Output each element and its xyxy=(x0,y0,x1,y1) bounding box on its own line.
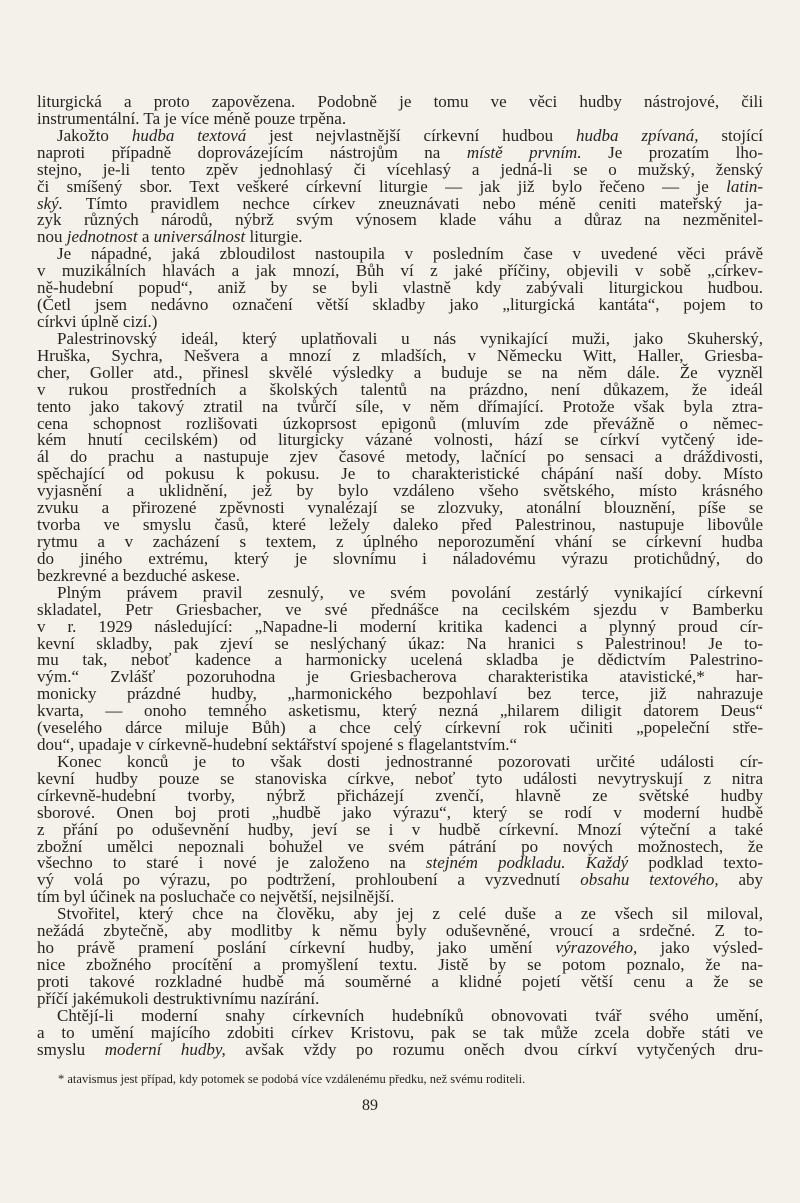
text-segment: liturgie. xyxy=(245,227,303,247)
text-segment: zvuku a přirozené zpěvnosti vynalézají se zlozvuky, atonální blouznění, píše se xyxy=(37,498,763,518)
text-segment: zbožní umělci nepoznali bohužel ve svém pátrání po nových možnostech, že xyxy=(37,836,763,856)
text-segment: tím byl účinek na posluchače co největší, nejsilnější. xyxy=(37,887,395,907)
text-segment: nežádá zbytečně, aby modlitby k němu byly oduševněné, vroucí a srdečné. Z to- xyxy=(37,921,763,941)
paragraph xyxy=(37,751,764,907)
text-segment: Palestrinovský ideál, který uplatňovali u nás vynikající muži, jako Skuherský, xyxy=(57,328,763,348)
text-segment: či smíšený sbor. Text veškeré církevní liturgie — jak již bylo řečeno — je xyxy=(37,176,727,196)
text-segment: instrumentální. Ta je více méně pouze trpěna. xyxy=(37,108,347,128)
paragraph xyxy=(37,246,763,331)
text-segment: (veselého dárce miluje Bůh) a chce celý církevní rok učiniti „popeleční stře- xyxy=(37,718,763,738)
text-segment: smyslu xyxy=(37,1039,105,1059)
text-segment: spěchající od pokusu k pokusu. Je to charakteristické chápání naší doby. Místo xyxy=(37,464,763,484)
text-segment: nou xyxy=(37,227,67,247)
italic-emphasis: místě prvním. xyxy=(466,142,582,162)
text-segment: aby xyxy=(718,870,763,890)
text-segment: mu tak, neboť kadence a harmonicky ucelená skladba je dědictvím Palestrino- xyxy=(37,650,763,670)
text-line xyxy=(37,1039,763,1059)
text-segment: stejno, je-li tento zpěv jednohlasý či vícehlasý a jedná-li se o mužský, ženský xyxy=(37,159,763,179)
text-segment: v rukou prostředních a školských talentů na prázdno, není důkazem, že ideál xyxy=(37,379,763,399)
text-segment: kém hnutí cecilském) od liturgicky vázané volnosti, hází se církví vytčený ide- xyxy=(37,430,763,450)
text-segment: skladatel, Petr Griesbacher, ve své přednášce na cecilském sjezdu v Bamberku xyxy=(37,599,763,619)
paragraph xyxy=(37,582,763,755)
text-segment: nice zbožného procítění a promyšlení textu. Jistě by se potom poznalo, že na- xyxy=(37,955,763,975)
text-segment: v r. 1929 následující: „Napadne-li moderní kritika kadenci a plynný proud cír- xyxy=(37,616,763,636)
paragraph xyxy=(37,94,763,128)
text-segment: vyjasnění a uklidnění, jež by bylo vzdáleno všeho světského, místo krásného xyxy=(37,481,763,501)
text-segment: jako výsled- xyxy=(637,938,763,958)
paragraph xyxy=(37,328,763,585)
text-segment: sborové. Onen boj proti „hudbě jako výrazu“, který se rodí v moderní hudbě xyxy=(37,802,763,822)
text-segment: všechno to staré i nové je založeno na xyxy=(37,853,426,873)
text-segment: dou“, upadaje v církevně-hudební sektářství spojené s flagelantstvím.“ xyxy=(37,735,518,755)
text-segment: církevně-hudební tvorby, nýbrž přicházejí zvenčí, hlavně ze světské hudby xyxy=(37,785,763,805)
text-segment: bezkrevné a bezduché askese. xyxy=(37,565,240,585)
italic-emphasis: jednotnost xyxy=(66,227,138,247)
text-segment: ho právě pramení poslání církevní hudby, jako umění xyxy=(37,938,556,958)
text-segment: podklad texto- xyxy=(628,853,764,873)
text-segment: tvorba ve smyslu časů, které ležely daleko před Palestrinou, nastupuje libovůle xyxy=(37,515,763,535)
text-segment: zyk různých národů, nýbrž svým výnosem klade váhu a důraz na nezměnitel- xyxy=(37,210,763,230)
text-segment: vým.“ Zvlášť pozoruhodna je Griesbacherova charakteristika atavistické,* har- xyxy=(37,667,763,687)
text-segment: Jakožto xyxy=(57,125,132,145)
italic-emphasis: ský. xyxy=(37,193,63,213)
text-segment: rytmu a v zacházení s textem, z úplného neporozumění vhání se církevní hudba xyxy=(37,531,763,551)
italic-emphasis: moderní hudby, xyxy=(104,1039,226,1059)
text-segment: Plným právem pravil zesnulý, ve svém povolání zestárlý vynikající církevní xyxy=(57,582,763,602)
footnote: * atavismus jest případ, kdy potomek se podobá více vzdálenému předku, než svému roditeli. xyxy=(58,1072,526,1086)
italic-emphasis: obsahu textového, xyxy=(580,870,719,890)
page-number: 89 xyxy=(362,1097,378,1114)
text-segment: liturgická a proto zapovězena. Podobně je tomu ve věci hudby nástrojové, čili xyxy=(37,92,763,111)
text-segment: tento jako takový ztratil na tvůrčí síle, v něm dřímající. Protože však byla ztra- xyxy=(37,396,763,416)
text-segment: monicky prázdné hudby, „harmonického bezpohlaví bez terce, již nahrazuje xyxy=(37,684,763,704)
text-segment: ál do prachu a nastupuje zjev časové metody, lačnící po sensaci a dráždivosti, xyxy=(37,447,763,467)
text-segment: proti takové rozkladné hudbě má souměrné a klidné pojetí větší cenu a že se xyxy=(37,971,763,991)
paragraph xyxy=(37,906,763,1008)
text-segment: a to umění majícího zdobiti církev Kristovu, pak se tak může zcela dobře státi ve xyxy=(37,1022,763,1042)
paragraph xyxy=(37,1005,763,1059)
paragraph xyxy=(37,125,764,247)
italic-emphasis: universálnost xyxy=(153,227,246,247)
italic-emphasis: výrazového, xyxy=(555,938,638,958)
text-segment: v muzikálních hlavách a jak mnozí, Bůh ví z jaké příčiny, objevili v sobě „církev- xyxy=(37,261,763,281)
text-segment: jest nejvlastnější církevní hudbou xyxy=(246,125,577,145)
text-segment: cher, Goller atd., přinesl skvělé výsledky a buduje se na něm dále. Že vyzněl xyxy=(37,362,763,382)
text-segment: Tímto pravidlem nechce církev zneuznávati nebo méně ceniti mateřský ja- xyxy=(62,193,763,213)
body-text xyxy=(37,94,763,1059)
text-segment: Konec konců je to však dosti jednostranné pozorovati určité události cír- xyxy=(57,751,763,771)
italic-emphasis: stejném podkladu. Každý xyxy=(425,853,629,873)
text-segment: církvi úplně cizí.) xyxy=(37,311,158,331)
text-segment: kvarta, — onoho temného asketismu, který nezná „hilarem diligit datorem Deus“ xyxy=(37,701,763,721)
text-segment: a xyxy=(137,227,154,247)
text-segment: kevní skladby, pak zjeví se neslýchaný úkaz: Na hranici s Palestrinou! Je to- xyxy=(37,633,763,653)
text-segment: Hruška, Sychra, Nešvera a mnozí z mladších, v Německu Witt, Haller, Griesba- xyxy=(37,345,763,365)
text-segment: z přání po oduševnění hudby, jeví se i v hudbě církevní. Mnozí výteční a také xyxy=(37,819,763,839)
text-segment: Chtějí-li moderní snahy církevních hudebníků obnovovati tvář svého umění, xyxy=(57,1005,763,1025)
text-segment: stojící xyxy=(698,125,763,145)
text-segment: naproti případně doprovázejícím nástrojům na xyxy=(37,142,467,162)
text-segment: Stvořitel, který chce na člověku, aby jej z celé duše a ze všech sil miloval, xyxy=(57,904,763,924)
text-segment: kevní hudby pouze se stanoviska církve, neboť tyto události nevytryskují z nitra xyxy=(37,768,763,788)
italic-emphasis: latin- xyxy=(726,176,763,196)
text-segment: do jiného extrému, který je slovnímu i náladovému výrazu protichůdný, do xyxy=(37,548,763,568)
italic-emphasis: hudba zpívaná, xyxy=(576,125,699,145)
italic-emphasis: hudba textová xyxy=(131,125,247,145)
text-segment: vý volá po výrazu, po podtržení, prohloubení a vyzvednutí xyxy=(37,870,581,890)
text-segment: příčí jakémukoli destruktivnímu nazírání. xyxy=(37,988,320,1008)
text-segment: (Četl jsem nedávno označení větší skladby jako „liturgická kantáta“, pojem to xyxy=(37,295,763,315)
text-segment: cena schopnost rozlišovati úzkoprsost epigonů (mluvím zde převážně o němec- xyxy=(37,413,763,433)
text-segment: Je nápadné, jaká zbloudilost nastoupila v posledním čase v uvedené věci právě xyxy=(57,244,763,264)
text-segment: Je prozatím lho- xyxy=(581,142,764,162)
text-segment: avšak vždy po rozumu oněch dvou církví vytyčených dru- xyxy=(225,1039,763,1059)
text-segment: ně-hudební popud“, aniž by se byli vlastně kdy zabývali liturgickou hudbou. xyxy=(37,278,763,298)
